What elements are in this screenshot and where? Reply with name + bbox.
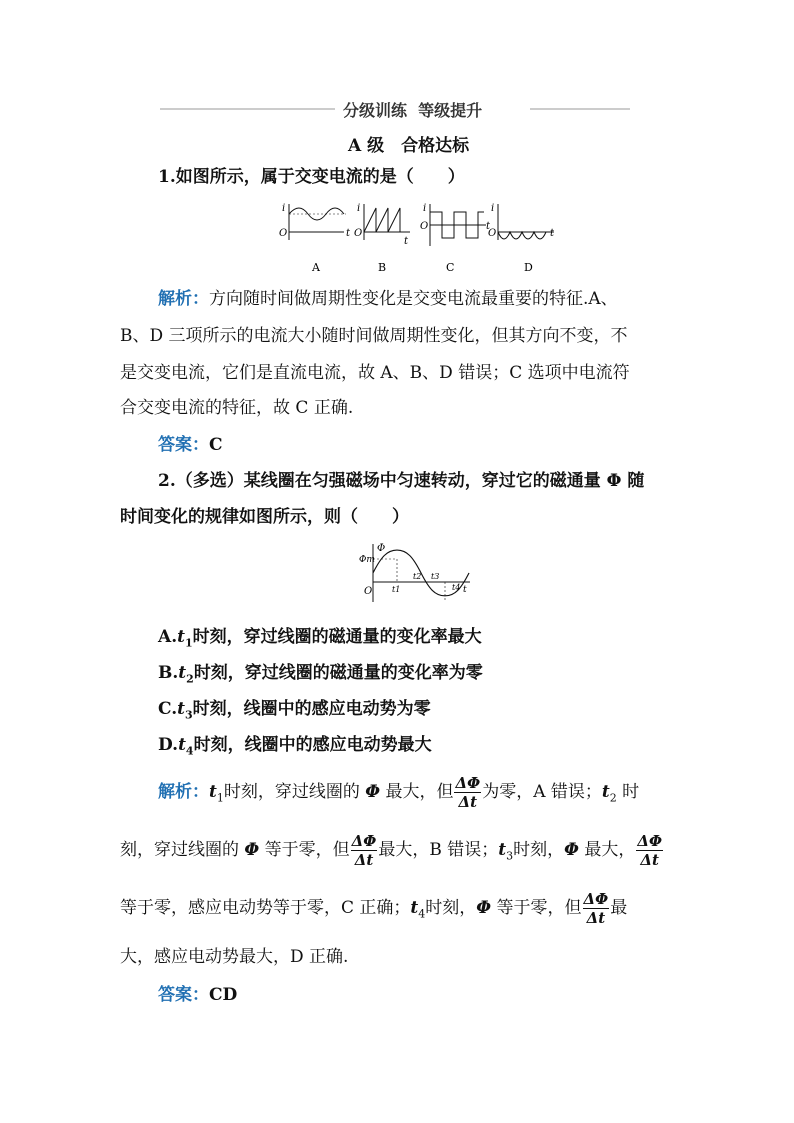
svg-text:i: i <box>423 203 427 214</box>
q2-option-d: $D.t_4$时刻，线圈中的感应电动势最大 <box>158 735 432 758</box>
q2-analysis-line3: 等于零，感应电动势等于零，C 正确；$t_4$时刻，Φ 等于零，但 $\frac{\Delta\Phi}{\Delta t}$ 最 <box>120 890 628 927</box>
svg-text:t1: t1 <box>392 585 401 594</box>
header-banner <box>160 98 630 120</box>
q1-analysis-line4: 合交变电流的特征，故 C 正确. <box>120 398 354 418</box>
level-title: A 级 合格达标 <box>348 136 470 156</box>
q1-analysis-line3: 是交变电流，它们是直流电流，故 A、B、D 错误；C 选项中电流符 <box>120 363 630 383</box>
svg-text:i: i <box>357 203 361 214</box>
svg-text:t: t <box>486 221 491 232</box>
svg-text:Φm: Φm <box>359 555 375 565</box>
q2-option-b: $B.t_2$时刻，穿过线圈的磁通量的变化率为零 <box>158 663 483 686</box>
q2-analysis-line4: 大，感应电动势最大，D 正确. <box>120 947 349 967</box>
svg-text:t3: t3 <box>431 572 440 581</box>
q2-option-a: $A.t_1$时刻，穿过线圈的磁通量的变化率最大 <box>158 627 482 650</box>
option-label-c: C <box>446 261 455 274</box>
graph-d <box>488 203 555 274</box>
svg-text:t4: t4 <box>452 583 461 592</box>
option-label-a: A <box>312 261 320 274</box>
q2-analysis-line1: 解析：$t_1$时刻，穿过线圈的 Φ 最大，但 $\frac{\Delta\Phi}{\Delta t}$ 为零，A 错误；$t_2$ 时 <box>158 774 640 811</box>
q2-option-c: $C.t_3$时刻，线圈中的感应电动势为零 <box>158 699 431 722</box>
svg-text:t: t <box>404 236 409 247</box>
fraction: $\frac{\Delta\Phi}{\Delta t}$ <box>351 832 377 869</box>
fraction: $\frac{\Delta\Phi}{\Delta t}$ <box>637 832 663 869</box>
graph-b <box>354 203 410 274</box>
svg-text:O: O <box>354 228 363 239</box>
q1-analysis-line2: B、D 三项所示的电流大小随时间做周期性变化，但其方向不变，不 <box>120 326 628 346</box>
svg-text:Φ: Φ <box>377 543 386 554</box>
graph-c <box>420 203 491 274</box>
svg-text:O: O <box>364 586 373 597</box>
fraction: $\frac{\Delta\Phi}{\Delta t}$ <box>583 890 609 927</box>
svg-text:O: O <box>420 221 429 232</box>
fraction: $\frac{\Delta\Phi}{\Delta t}$ <box>455 774 481 811</box>
svg-text:t: t <box>346 228 351 239</box>
svg-text:O: O <box>488 228 497 239</box>
q2-analysis-line2: 刻，穿过线圈的 Φ 等于零，但 $\frac{\Delta\Phi}{\Delta t}$ 最大，B 错误；$t_3$时刻，Φ 最大， $\frac{\Delta\Phi}{\Delta t}$ <box>120 832 663 869</box>
q2-stem-line2: 时间变化的规律如图所示，则（ ） <box>120 507 409 527</box>
svg-text:O: O <box>279 228 288 239</box>
svg-text:i: i <box>491 203 495 214</box>
svg-text:t2: t2 <box>413 572 422 581</box>
q1-stem: 1.如图所示，属于交变电流的是（ ） <box>158 167 465 187</box>
option-label-b: B <box>378 261 387 274</box>
q2-stem-line1: 2.（多选）某线圈在匀强磁场中匀速转动，穿过它的磁通量 Φ 随 <box>158 471 645 491</box>
graph-a <box>279 203 351 274</box>
q2-answer: 答案：CD <box>158 985 238 1005</box>
q1-analysis-line1: 解析：方向随时间做周期性变化是交变电流最重要的特征.A、 <box>158 289 618 309</box>
q1-figure <box>274 200 564 276</box>
q2-figure <box>355 540 475 605</box>
svg-text:t: t <box>550 228 555 239</box>
option-label-d: D <box>524 261 533 274</box>
svg-text:t: t <box>463 585 467 595</box>
svg-text:i: i <box>282 203 286 214</box>
q1-answer: 答案：C <box>158 435 223 455</box>
banner-text: 分级训练 等级提升 <box>343 101 483 120</box>
